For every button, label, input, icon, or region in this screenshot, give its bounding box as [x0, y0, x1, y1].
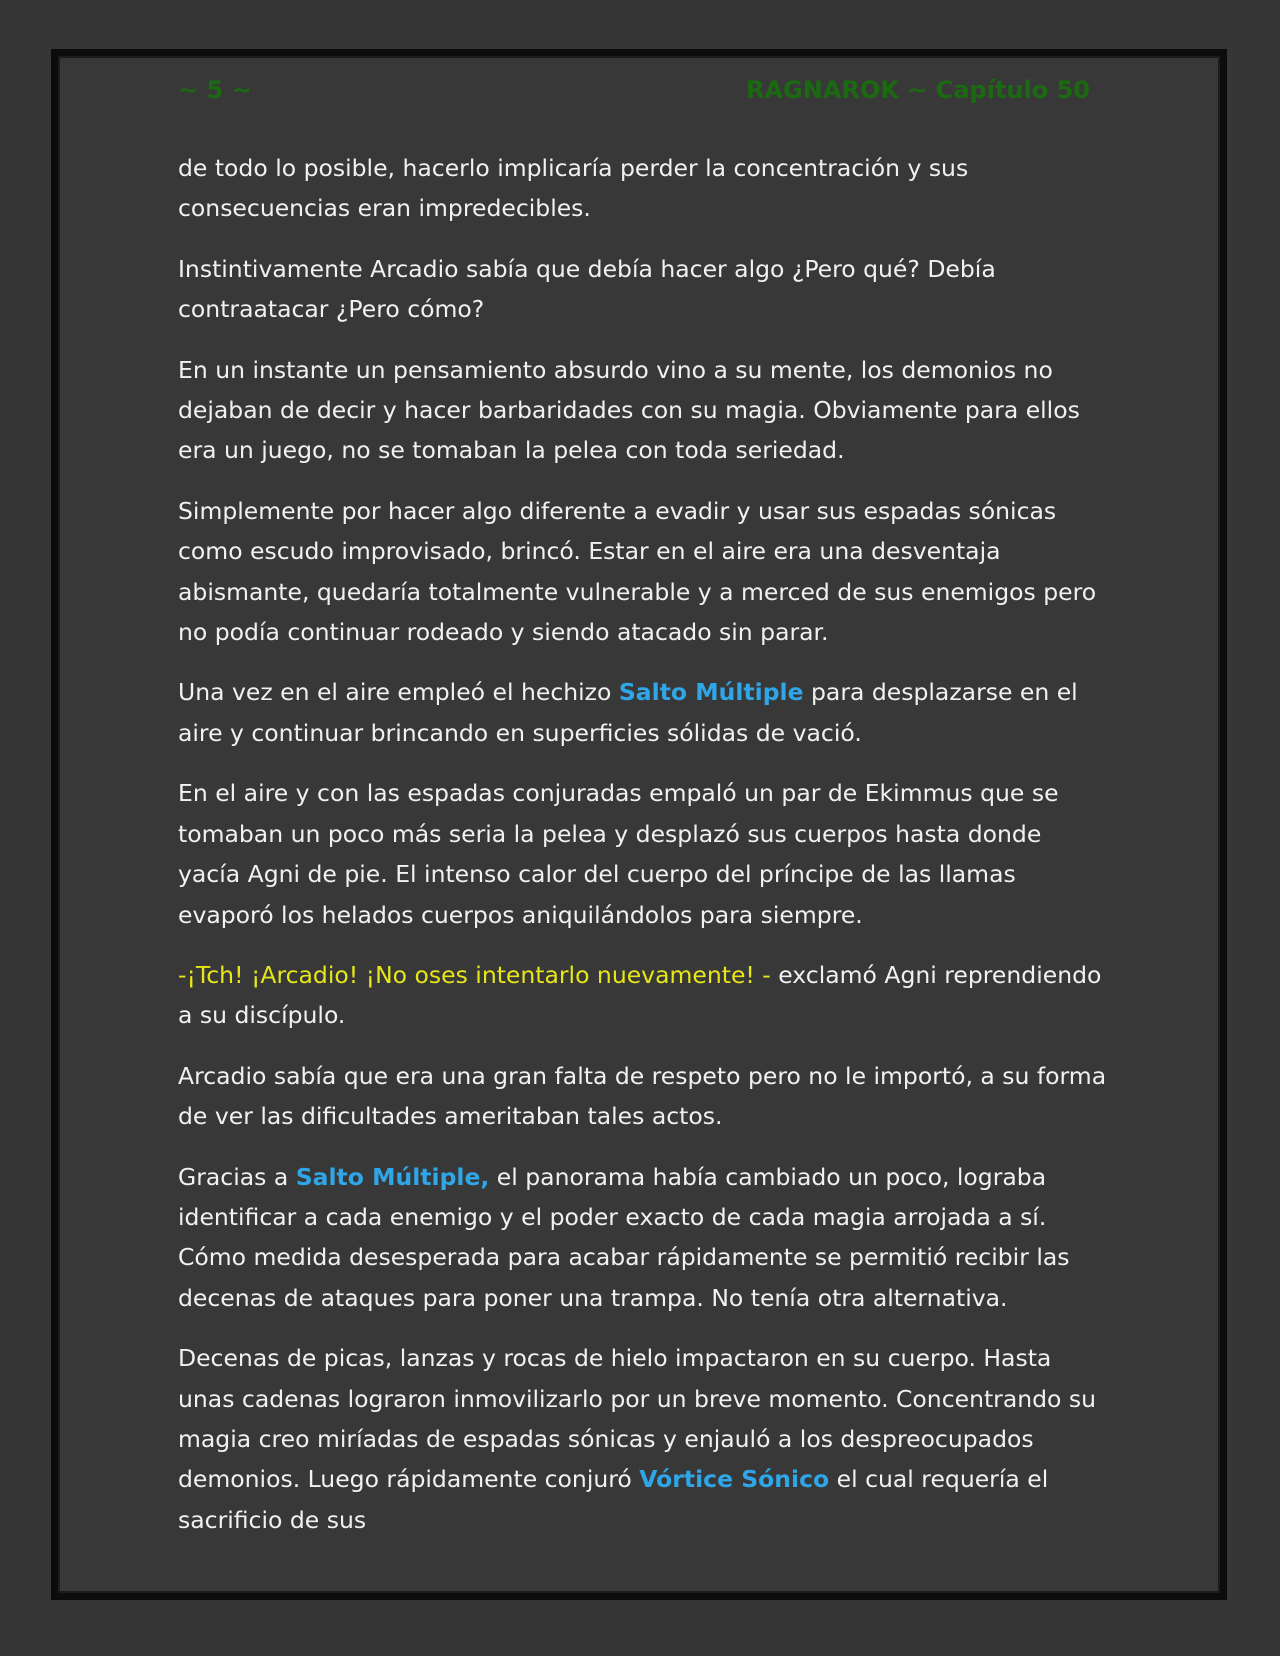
page-number: ~ 5 ~ — [178, 76, 252, 104]
page-body — [178, 148, 1108, 1560]
paragraph-text: para desplazarse en el aire y continuar brincando en superficies sólidas de vació. — [178, 678, 1078, 747]
paragraph — [178, 249, 1108, 330]
paragraph-text: Arcadio sabía que era una gran falta de respeto pero no le importó, a su forma de ver las dificultades ameritaban tales actos. — [178, 1061, 1107, 1131]
paragraph — [178, 1056, 1108, 1137]
paragraph — [178, 773, 1108, 935]
paragraph — [178, 491, 1108, 653]
paragraph — [178, 350, 1108, 471]
running-title: RAGNAROK ~ Capítulo 50 — [746, 76, 1090, 104]
paragraph-text: En un instante un pensamiento absurdo vino a su mente, los demonios no dejaban de decir y hacer barbaridades con su magia. Obviamente para ellos era un juego, no se tomaban la pelea con toda seriedad. — [178, 355, 1080, 465]
paragraph-text: de todo lo posible, hacerlo implicaría perder la concentración y sus consecuencias eran impredecibles. — [178, 154, 969, 223]
spell-name: Salto Múltiple — [618, 678, 804, 707]
paragraph-text: Gracias a — [178, 1162, 296, 1191]
paragraph-text: Simplemente por hacer algo diferente a evadir y usar sus espadas sónicas como escudo improvisado, brincó. Estar en el aire era una desventaja abismante, quedaría totalmente vulnerable y a merced de sus enemigos pero no podía continuar rodeado y siendo atacado sin parar. — [178, 496, 1097, 647]
paragraph-text: Una vez en el aire empleó el hechizo — [178, 678, 619, 707]
paragraph — [178, 955, 1108, 1036]
paragraph-text: Decenas de picas, lanzas y rocas de hielo impactaron en su cuerpo. Hasta unas cadenas lograron inmovilizarlo por un breve momento. Concentrando su magia creo miríadas de espadas sónicas y enjauló a los despreocupados demonios. Luego rápidamente conjuró — [178, 1344, 1097, 1494]
paragraph-text: exclamó Agni reprendiendo a su discípulo. — [178, 960, 1102, 1030]
paragraph-text: Instintivamente Arcadio sabía que debía hacer algo ¿Pero qué? Debía contraatacar ¿Pero cómo? — [178, 254, 996, 324]
spell-name: Salto Múltiple, — [295, 1162, 490, 1191]
paragraph — [178, 148, 1108, 229]
paragraph-text: el panorama había cambiado un poco, lograba identificar a cada enemigo y el poder exacto de cada magia arrojada a sí. Cómo medida desesperada para acabar rápidamente se permitió recibir las decenas de ataques para poner una trampa. No tenía otra alternativa. — [178, 1162, 1070, 1312]
paragraph-text: En el aire y con las espadas conjuradas empaló un par de Ekimmus que se tomaban un poco más seria la pelea y desplazó sus cuerpos hasta donde yacía Agni de pie. El intenso calor del cuerpo del príncipe de las llamas evaporó los helados cuerpos aniquilándolos para siempre. — [178, 779, 1059, 929]
paragraph — [178, 1338, 1108, 1540]
paragraph — [178, 1157, 1108, 1319]
dialogue-line: -¡Tch! ¡Arcadio! ¡No oses intentarlo nuevamente! - — [178, 960, 771, 989]
spell-name: Vórtice Sónico — [639, 1465, 830, 1494]
paragraph — [178, 672, 1108, 753]
page-header — [178, 76, 1090, 112]
paragraph-text: el cual requería el sacrificio de sus — [178, 1465, 1049, 1534]
